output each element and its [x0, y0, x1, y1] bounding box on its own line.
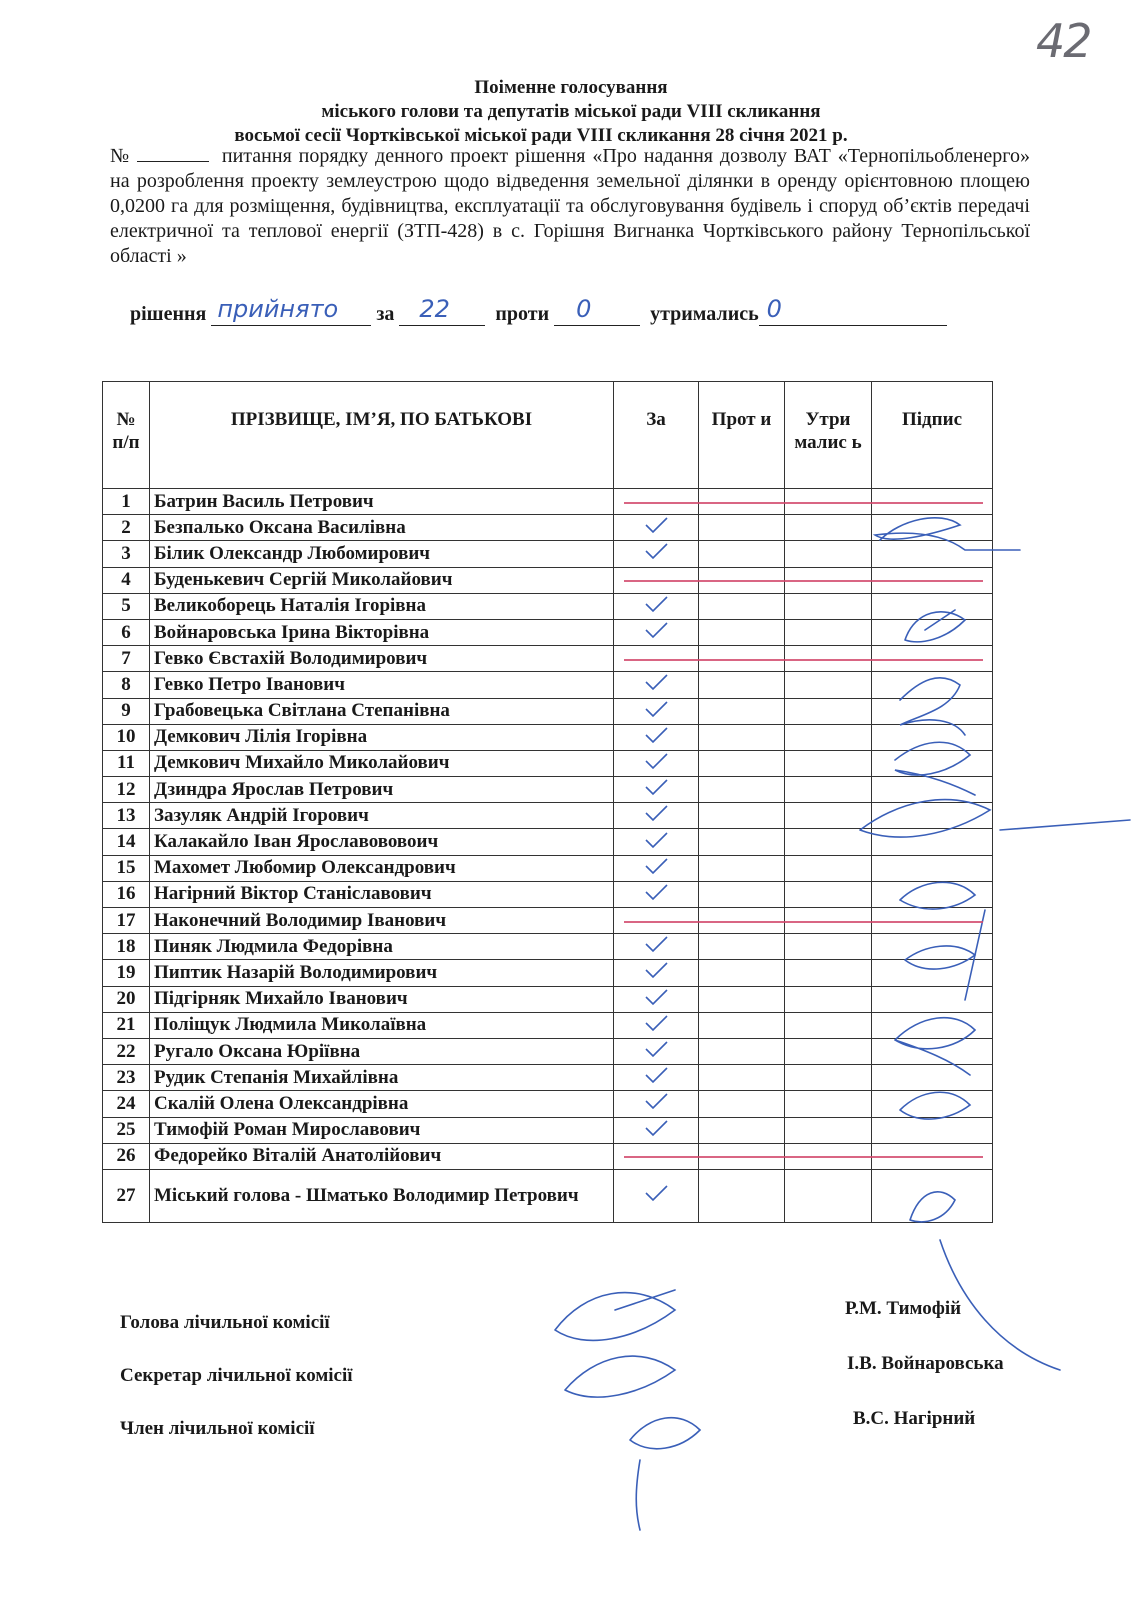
row-against — [699, 1117, 785, 1143]
row-against — [699, 855, 785, 881]
table-row — [103, 881, 993, 907]
row-abstained — [785, 1065, 872, 1091]
row-name: Великоборець Наталія Ігорівна — [150, 593, 614, 619]
row-against — [699, 515, 785, 541]
row-signature — [872, 803, 993, 829]
checkmark-icon — [643, 752, 669, 770]
agenda-question — [110, 144, 1030, 269]
row-against — [699, 593, 785, 619]
row-number: 23 — [103, 1065, 150, 1091]
row-signature — [872, 960, 993, 986]
row-name: Зазуляк Андрій Ігорович — [150, 803, 614, 829]
table-row — [103, 1091, 993, 1117]
title-line-2: міського голови та депутатів міської ради VIII скликання — [321, 101, 821, 122]
header-num: № п/п — [103, 382, 150, 489]
table-row — [103, 829, 993, 855]
row-number: 26 — [103, 1143, 150, 1169]
row-for — [614, 934, 699, 960]
footer-person-1: Р.М. Тимофій — [845, 1298, 962, 1319]
vote-table — [102, 381, 993, 1223]
checkmark-icon — [643, 621, 669, 639]
row-number: 14 — [103, 829, 150, 855]
row-name: Міський голова - Шматько Володимир Петрович — [150, 1169, 614, 1222]
header-abstained: Утри малис ь — [785, 382, 872, 489]
row-against — [699, 541, 785, 567]
row-abstained — [785, 986, 872, 1012]
row-against — [699, 1091, 785, 1117]
row-abstained — [785, 829, 872, 855]
row-number: 19 — [103, 960, 150, 986]
row-name: Пиняк Людмила Федорівна — [150, 934, 614, 960]
footer-role-1: Голова лічильної комісії — [120, 1312, 330, 1333]
row-number: 22 — [103, 1038, 150, 1064]
row-for — [614, 1117, 699, 1143]
row-name: Ругало Оксана Юріївна — [150, 1038, 614, 1064]
row-signature — [872, 1117, 993, 1143]
header-signature: Підпис — [872, 382, 993, 489]
row-number: 18 — [103, 934, 150, 960]
for-value: 22 — [419, 295, 450, 323]
row-signature — [872, 724, 993, 750]
row-name: Білик Олександр Любомирович — [150, 541, 614, 567]
checkmark-icon — [643, 673, 669, 691]
row-for — [614, 1038, 699, 1064]
row-signature — [872, 986, 993, 1012]
row-against — [699, 777, 785, 803]
row-name: Нагірний Віктор Станіславович — [150, 881, 614, 907]
checkmark-icon — [643, 542, 669, 560]
title-line-3: восьмої сесії Чортківської міської ради VIII скликання 28 січня 2021 р. — [234, 125, 848, 146]
abstained-value: 0 — [766, 295, 782, 323]
table-row — [103, 934, 993, 960]
checkmark-icon — [643, 516, 669, 534]
row-number: 10 — [103, 724, 150, 750]
against-label: проти — [495, 303, 550, 325]
checkmark-icon — [643, 726, 669, 744]
table-row — [103, 1065, 993, 1091]
checkmark-icon — [643, 1092, 669, 1110]
table-row — [103, 541, 993, 567]
checkmark-icon — [643, 804, 669, 822]
row-signature — [872, 672, 993, 698]
row-for — [614, 777, 699, 803]
row-for — [614, 1065, 699, 1091]
table-row — [103, 855, 993, 881]
row-abstained — [785, 855, 872, 881]
question-number-sign: № — [110, 145, 131, 167]
row-number: 7 — [103, 646, 150, 672]
row-abstained — [785, 1169, 872, 1222]
row-signature — [872, 698, 993, 724]
row-for — [614, 619, 699, 645]
row-against — [699, 829, 785, 855]
row-number: 12 — [103, 777, 150, 803]
row-against — [699, 803, 785, 829]
document-title-block — [0, 76, 1142, 148]
row-name: Войнаровська Ірина Вікторівна — [150, 619, 614, 645]
vote-table-body — [103, 489, 993, 1223]
table-row — [103, 1117, 993, 1143]
row-for — [614, 698, 699, 724]
row-number: 27 — [103, 1169, 150, 1222]
row-number: 6 — [103, 619, 150, 645]
absence-strike-line — [624, 1156, 983, 1158]
row-name: Батрин Василь Петрович — [150, 489, 614, 515]
header-name: ПРІЗВИЩЕ, ІМ’Я, ПО БАТЬКОВІ — [150, 382, 614, 489]
row-name: Гевко Петро Іванович — [150, 672, 614, 698]
row-name: Гевко Євстахій Володимирович — [150, 646, 614, 672]
row-number: 15 — [103, 855, 150, 881]
row-number: 3 — [103, 541, 150, 567]
row-for — [614, 960, 699, 986]
checkmark-icon — [643, 1066, 669, 1084]
row-number: 9 — [103, 698, 150, 724]
row-signature — [872, 619, 993, 645]
checkmark-icon — [643, 778, 669, 796]
against-value: 0 — [576, 295, 592, 323]
row-signature — [872, 777, 993, 803]
row-for — [614, 1091, 699, 1117]
checkmark-icon — [643, 1119, 669, 1137]
header-for: За — [614, 382, 699, 489]
checkmark-icon — [643, 961, 669, 979]
row-abstained — [785, 1091, 872, 1117]
row-number: 4 — [103, 567, 150, 593]
row-against — [699, 619, 785, 645]
row-signature — [872, 1091, 993, 1117]
checkmark-icon — [643, 700, 669, 718]
row-number: 13 — [103, 803, 150, 829]
row-for — [614, 1169, 699, 1222]
row-against — [699, 960, 785, 986]
checkmark-icon — [643, 595, 669, 613]
absence-strike-line — [624, 580, 983, 582]
table-row — [103, 1012, 993, 1038]
table-row — [103, 960, 993, 986]
row-against — [699, 750, 785, 776]
row-against — [699, 1169, 785, 1222]
row-against — [699, 986, 785, 1012]
row-for — [614, 829, 699, 855]
footer-person-2: І.В. Войнаровська — [847, 1353, 1004, 1374]
checkmark-icon — [643, 1040, 669, 1058]
row-name: Демкович Михайло Миколайович — [150, 750, 614, 776]
row-number: 16 — [103, 881, 150, 907]
abstained-label: утримались — [650, 303, 759, 325]
row-number: 24 — [103, 1091, 150, 1117]
row-signature — [872, 1038, 993, 1064]
row-name: Підгірняк Михайло Іванович — [150, 986, 614, 1012]
decision-value: прийнято — [217, 295, 339, 323]
footer-role-2: Секретар лічильної комісії — [120, 1365, 353, 1386]
checkmark-icon — [643, 988, 669, 1006]
row-for — [614, 672, 699, 698]
row-name: Безпалько Оксана Василівна — [150, 515, 614, 541]
row-signature — [872, 855, 993, 881]
row-abstained — [785, 541, 872, 567]
row-number: 25 — [103, 1117, 150, 1143]
for-label: за — [376, 303, 395, 325]
header-against: Прот и — [699, 382, 785, 489]
table-row — [103, 672, 993, 698]
table-row — [103, 619, 993, 645]
row-for — [614, 986, 699, 1012]
row-name: Махомет Любомир Олександрович — [150, 855, 614, 881]
row-name: Буденькевич Сергій Миколайович — [150, 567, 614, 593]
row-abstained — [785, 803, 872, 829]
row-signature — [872, 750, 993, 776]
decision-label: рішення — [130, 303, 207, 325]
row-name: Тимофій Роман Мирославович — [150, 1117, 614, 1143]
table-row — [103, 803, 993, 829]
row-abstained — [785, 934, 872, 960]
row-name: Пиптик Назарій Володимирович — [150, 960, 614, 986]
row-name: Грабовецька Світлана Степанівна — [150, 698, 614, 724]
row-for — [614, 515, 699, 541]
row-number: 17 — [103, 908, 150, 934]
decision-summary — [130, 295, 1030, 326]
row-for — [614, 541, 699, 567]
question-number-blank — [137, 145, 209, 162]
row-abstained — [785, 1012, 872, 1038]
row-against — [699, 934, 785, 960]
row-name: Дзиндра Ярослав Петрович — [150, 777, 614, 803]
checkmark-icon — [643, 1014, 669, 1032]
row-abstained — [785, 750, 872, 776]
row-abstained — [785, 698, 872, 724]
row-abstained — [785, 515, 872, 541]
row-signature — [872, 515, 993, 541]
row-against — [699, 724, 785, 750]
row-against — [699, 672, 785, 698]
row-number: 20 — [103, 986, 150, 1012]
row-name: Федорейко Віталій Анатолійович — [150, 1143, 614, 1169]
checkmark-icon — [643, 883, 669, 901]
row-against — [699, 881, 785, 907]
row-for — [614, 1012, 699, 1038]
page-number: 42 — [1036, 14, 1091, 68]
table-row — [103, 724, 993, 750]
row-abstained — [785, 724, 872, 750]
table-row — [103, 593, 993, 619]
footer-person-3: В.С. Нагірний — [853, 1408, 976, 1429]
abstained-value-field — [759, 295, 947, 326]
row-number: 11 — [103, 750, 150, 776]
against-value-field — [554, 295, 640, 326]
row-for — [614, 724, 699, 750]
table-row — [103, 750, 993, 776]
row-against — [699, 698, 785, 724]
signature-icon — [565, 1356, 675, 1397]
row-number: 1 — [103, 489, 150, 515]
row-against — [699, 1012, 785, 1038]
row-number: 21 — [103, 1012, 150, 1038]
checkmark-icon — [643, 857, 669, 875]
row-name: Поліщук Людмила Миколаївна — [150, 1012, 614, 1038]
row-abstained — [785, 881, 872, 907]
row-number: 2 — [103, 515, 150, 541]
row-signature — [872, 934, 993, 960]
row-abstained — [785, 960, 872, 986]
absence-strike-line — [624, 502, 983, 504]
absence-strike-line — [624, 921, 983, 923]
row-signature — [872, 1065, 993, 1091]
for-value-field — [399, 295, 485, 326]
row-abstained — [785, 672, 872, 698]
row-name: Рудик Степанія Михайлівна — [150, 1065, 614, 1091]
table-row — [103, 698, 993, 724]
row-signature — [872, 1012, 993, 1038]
row-abstained — [785, 593, 872, 619]
signature-icon — [630, 1418, 700, 1530]
row-abstained — [785, 1038, 872, 1064]
row-abstained — [785, 619, 872, 645]
footer-role-3: Член лічильної комісії — [120, 1418, 315, 1439]
vote-table-header — [103, 382, 993, 489]
row-against — [699, 1038, 785, 1064]
decision-value-field — [211, 295, 371, 326]
row-name: Калакайло Іван Ярославововоич — [150, 829, 614, 855]
row-abstained — [785, 1117, 872, 1143]
title-line-1: Поіменне голосування — [474, 77, 668, 98]
table-row — [103, 515, 993, 541]
row-name: Демкович Лілія Ігорівна — [150, 724, 614, 750]
checkmark-icon — [643, 1184, 669, 1202]
row-signature — [872, 1169, 993, 1222]
table-row — [103, 1038, 993, 1064]
table-row — [103, 1169, 993, 1222]
question-text: питання порядку денного проект рішення «Про надання дозволу ВАТ «Тернопільобленерго» на розроблення проекту землеустрою щодо відведення земельної ділянки в оренду орієнтовною площею 0,0200 га для розміщення, будівництва, експлуатації та обслуговування будівель і споруд об’єктів передачі електричної та теплової енергії (ЗТП-428) в с. Горішня Вигнанка Чортківського району Тернопільської області » — [110, 145, 1030, 267]
row-name: Скалій Олена Олександрівна — [150, 1091, 614, 1117]
row-for — [614, 593, 699, 619]
table-row — [103, 777, 993, 803]
row-against — [699, 1065, 785, 1091]
row-for — [614, 881, 699, 907]
row-for — [614, 803, 699, 829]
absence-strike-line — [624, 659, 983, 661]
checkmark-icon — [643, 935, 669, 953]
row-number: 5 — [103, 593, 150, 619]
row-signature — [872, 829, 993, 855]
table-row — [103, 986, 993, 1012]
row-name: Наконечний Володимир Іванович — [150, 908, 614, 934]
row-number: 8 — [103, 672, 150, 698]
signature-icon — [555, 1290, 675, 1340]
row-signature — [872, 541, 993, 567]
row-for — [614, 855, 699, 881]
row-for — [614, 750, 699, 776]
checkmark-icon — [643, 831, 669, 849]
row-signature — [872, 593, 993, 619]
row-abstained — [785, 777, 872, 803]
row-signature — [872, 881, 993, 907]
